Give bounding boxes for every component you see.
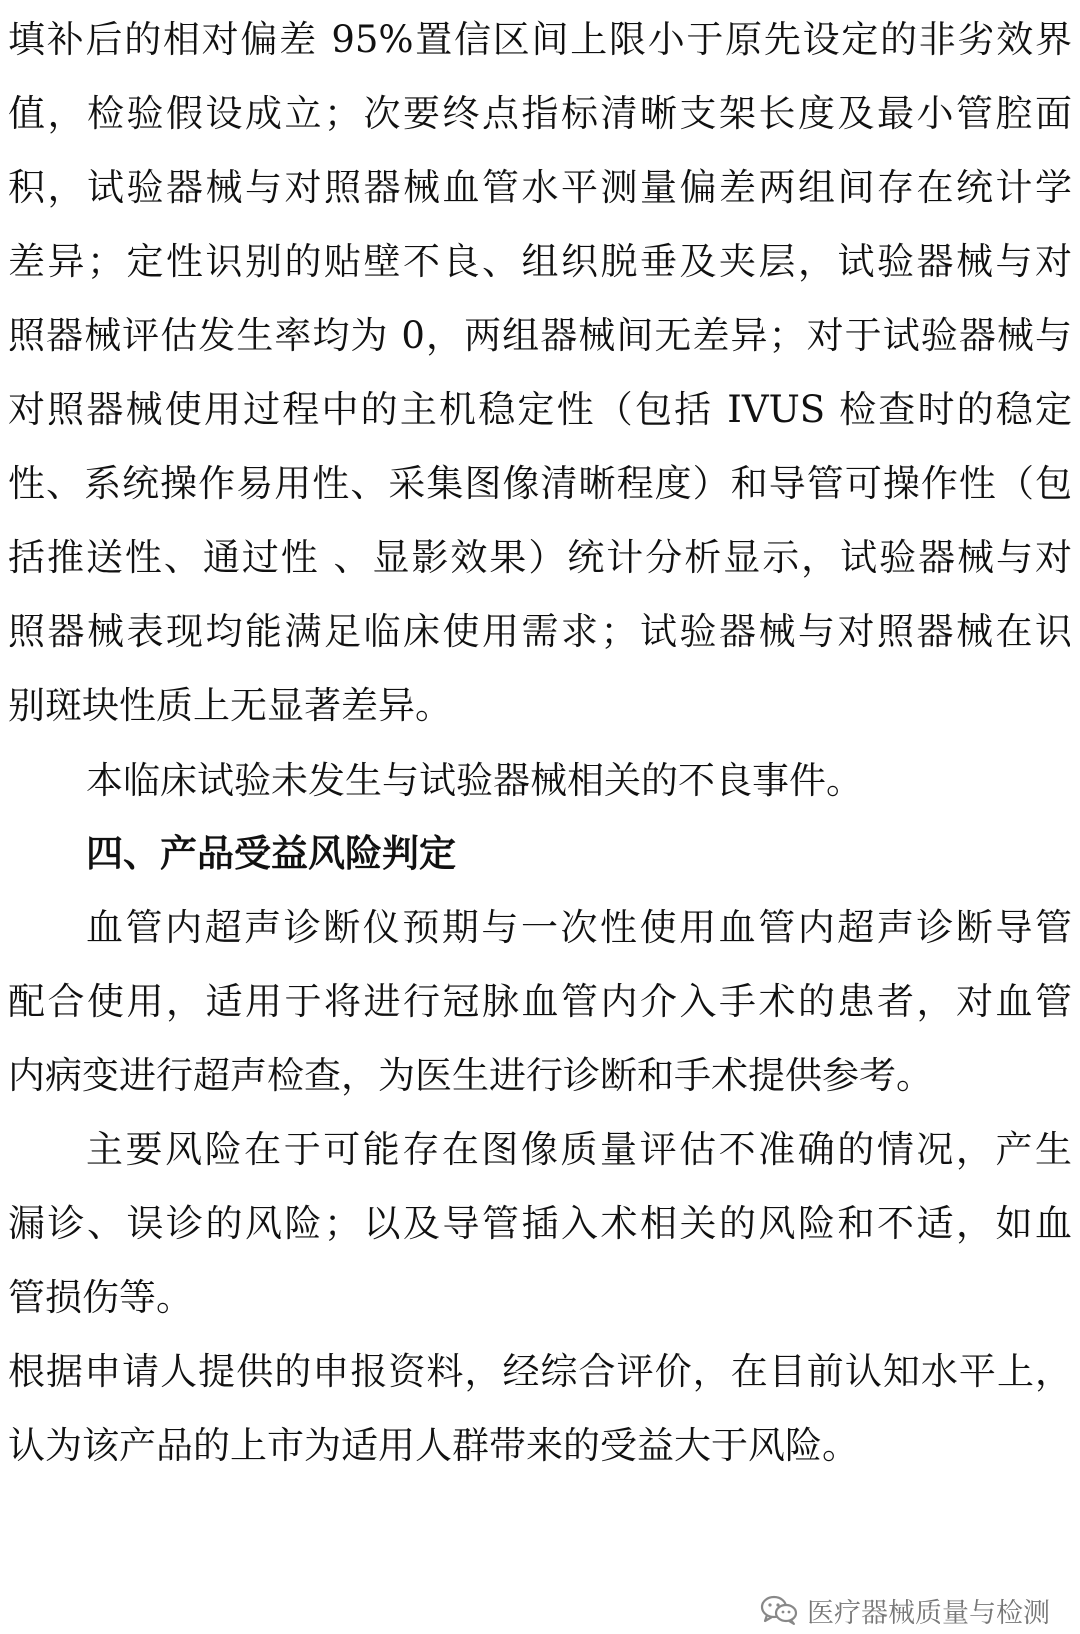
paragraph-line-end: 内病变进行超声检查，为医生进行诊断和手术提供参考。 xyxy=(8,1054,933,1097)
wechat-icon xyxy=(759,1594,799,1626)
paragraph-line: 积，试验器械与对照器械血管水平测量偏差两组间存在统计学 xyxy=(8,166,1072,209)
paragraph-line: 配合使用，适用于将进行冠脉血管内介入手术的患者，对血管 xyxy=(8,980,1072,1023)
paragraph-line: 根据申请人提供的申报资料，经综合评价，在目前认知水平上， xyxy=(8,1350,1072,1393)
paragraph-line: 血管内超声诊断仪预期与一次性使用血管内超声诊断导管 xyxy=(86,906,1072,949)
paragraph-line: 差异；定性识别的贴壁不良、组织脱垂及夹层，试验器械与对 xyxy=(8,240,1072,283)
paragraph-line: 照器械评估发生率均为 0，两组器械间无差异；对于试验器械与 xyxy=(8,314,1072,357)
paragraph-line: 填补后的相对偏差 95%置信区间上限小于原先设定的非劣效界 xyxy=(8,18,1072,61)
paragraph-line: 主要风险在于可能存在图像质量评估不准确的情况，产生 xyxy=(86,1128,1072,1171)
paragraph-line: 本临床试验未发生与试验器械相关的不良事件。 xyxy=(86,759,863,802)
paragraph-line-end: 别斑块性质上无显著差异。 xyxy=(8,684,452,727)
paragraph-line-end: 管损伤等。 xyxy=(8,1276,193,1319)
watermark-text: 医疗器械质量与检测 xyxy=(807,1597,1050,1629)
watermark xyxy=(759,1590,1050,1630)
paragraph-line: 漏诊、误诊的风险；以及导管插入术相关的风险和不适，如血 xyxy=(8,1202,1072,1245)
paragraph-line-end: 认为该产品的上市为适用人群带来的受益大于风险。 xyxy=(8,1424,859,1467)
paragraph-line: 括推送性、通过性 、显影效果）统计分析显示，试验器械与对 xyxy=(8,536,1072,579)
section-heading: 四、产品受益风险判定 xyxy=(86,832,456,875)
paragraph-line: 照器械表现均能满足临床使用需求；试验器械与对照器械在识 xyxy=(8,610,1072,653)
paragraph-line: 值，检验假设成立；次要终点指标清晰支架长度及最小管腔面 xyxy=(8,92,1072,135)
paragraph-line: 对照器械使用过程中的主机稳定性（包括 IVUS 检查时的稳定 xyxy=(8,388,1072,431)
paragraph-line: 性、系统操作易用性、采集图像清晰程度）和导管可操作性（包 xyxy=(8,462,1072,505)
